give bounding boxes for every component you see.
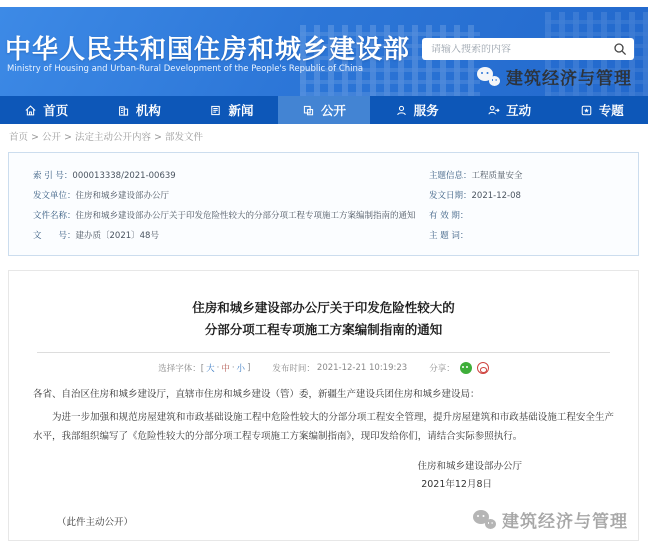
interaction-icon (487, 104, 500, 117)
doc-info-value: 住房和城乡建设部办公厅关于印发危险性较大的分部分项工程专项施工方案编制指南的通知 (75, 211, 416, 221)
font-size-small-button[interactable]: 小 (236, 363, 246, 374)
nav-label: 公开 (321, 103, 347, 118)
publish-time-group (272, 362, 407, 374)
title-divider (37, 352, 610, 353)
font-size-large-button[interactable]: 大 (206, 363, 215, 374)
publish-time-label: 发布时间： (272, 363, 315, 374)
signature-org: 住房和城乡建设部办公厅 (417, 461, 522, 473)
share-wechat-icon[interactable] (460, 362, 472, 374)
nav-item-disclosure[interactable] (278, 96, 371, 124)
site-subtitle: Ministry of Housing and Urban-Rural Development of the People's Republic of China (7, 64, 364, 74)
signature-date: 2021年12月8日 (421, 479, 492, 491)
nav-label: 服务 (413, 103, 439, 118)
header-watermark-label: 建筑经济与管理 (506, 69, 632, 89)
nav-label: 互动 (506, 103, 532, 118)
font-select-label: 选择字体：[ (158, 363, 205, 374)
nav-item-services[interactable] (370, 96, 463, 124)
nav-label: 专题 (598, 103, 624, 118)
services-icon (395, 104, 408, 117)
disclosure-icon (302, 104, 315, 117)
doc-info-value: 2021-12-08 (471, 191, 521, 201)
doc-info-row-topic-info (429, 166, 638, 186)
doc-info-label: 发文日期： (429, 191, 472, 201)
doc-info-row-keywords (429, 226, 638, 246)
home-icon (24, 104, 37, 117)
share-weibo-icon[interactable] (477, 362, 489, 374)
doc-info-label: 发文单位： (33, 191, 76, 201)
wechat-icon (473, 510, 496, 529)
nav-label: 首页 (43, 103, 69, 118)
nav-label: 新闻 (228, 103, 254, 118)
doc-info-value: 000013338/2021-00639 (72, 171, 176, 181)
main-nav (0, 96, 648, 124)
nav-item-news[interactable] (185, 96, 278, 124)
search-icon[interactable] (612, 41, 628, 57)
doc-info-row-issuing-unit (33, 186, 429, 206)
search-input[interactable] (431, 44, 612, 55)
font-size-selector (158, 362, 250, 374)
doc-info-row-file-name (33, 206, 429, 226)
nav-item-organization[interactable] (93, 96, 186, 124)
search-box (422, 38, 634, 60)
topics-icon (580, 104, 593, 117)
doc-info-left-column (33, 166, 429, 246)
doc-info-row-index-number (33, 166, 429, 186)
header-watermark (477, 64, 632, 89)
doc-info-right-column (429, 166, 638, 246)
wechat-icon (477, 67, 500, 86)
doc-info-row-validity (429, 206, 638, 226)
organization-icon (117, 104, 130, 117)
doc-info-label: 文件名称： (33, 211, 76, 221)
doc-info-label: 主 题 词： (429, 231, 469, 241)
doc-info-value: 工程质量安全 (471, 171, 523, 181)
doc-info-label: 有 效 期： (429, 211, 469, 221)
publish-time-value: 2021-12-21 10:19:23 (316, 362, 408, 373)
article-title-line2: 分部分项工程专项施工方案编制指南的通知 (204, 321, 443, 337)
article-box (8, 270, 639, 541)
doc-info-value: 建办质〔2021〕48号 (75, 231, 159, 241)
share-group (429, 362, 489, 374)
doc-info-label: 主题信息： (429, 171, 472, 181)
article-title-line1: 住房和城乡建设部办公厅关于印发危险性较大的 (192, 300, 455, 315)
article-title (9, 297, 638, 341)
article-watermark-label: 建筑经济与管理 (502, 512, 628, 532)
breadcrumb[interactable]: 首页 > 公开 > 法定主动公开内容 > 部发文件 (9, 132, 203, 143)
nav-item-home[interactable] (0, 96, 93, 124)
font-size-separator: · (216, 362, 220, 373)
nav-item-interaction[interactable] (463, 96, 556, 124)
font-size-separator: · (231, 362, 235, 373)
site-title: 中华人民共和国住房和城乡建设部 (5, 35, 411, 65)
article-watermark (473, 507, 628, 532)
nav-item-topics[interactable] (555, 96, 648, 124)
doc-info-row-doc-number (33, 226, 429, 246)
news-icon (209, 104, 222, 117)
site-header (0, 7, 648, 96)
doc-info-row-issue-date (429, 186, 638, 206)
share-label: 分享： (429, 363, 455, 374)
font-size-medium-button[interactable]: 中 (221, 363, 230, 374)
doc-info-label: 文 号： (33, 231, 76, 241)
article-paragraph-main: 为进一步加强和规范房屋建筑和市政基础设施工程中危险性较大的分部分项工程安全管理，提升房屋建筑和市政基础设施工程安全生产水平，我部组织编写了《危险性较大的分部分项工程专项施工方案编制指南》，现印发给你们，请结合实际参照执行。 (33, 412, 614, 442)
doc-info-label: 索 引 号： (33, 171, 73, 181)
article-meta (9, 362, 638, 374)
article-body (33, 386, 614, 447)
font-select-suffix: ] (247, 362, 251, 373)
doc-info-value: 住房和城乡建设部办公厅 (75, 191, 170, 201)
doc-info-box (8, 152, 639, 256)
nav-label: 机构 (135, 103, 161, 118)
article-paragraph-salutation: 各省、自治区住房和城乡建设厅，直辖市住房和城乡建设（管）委，新疆生产建设兵团住房和城乡建设局： (33, 388, 480, 400)
public-disclosure-note: （此件主动公开） (57, 517, 134, 528)
